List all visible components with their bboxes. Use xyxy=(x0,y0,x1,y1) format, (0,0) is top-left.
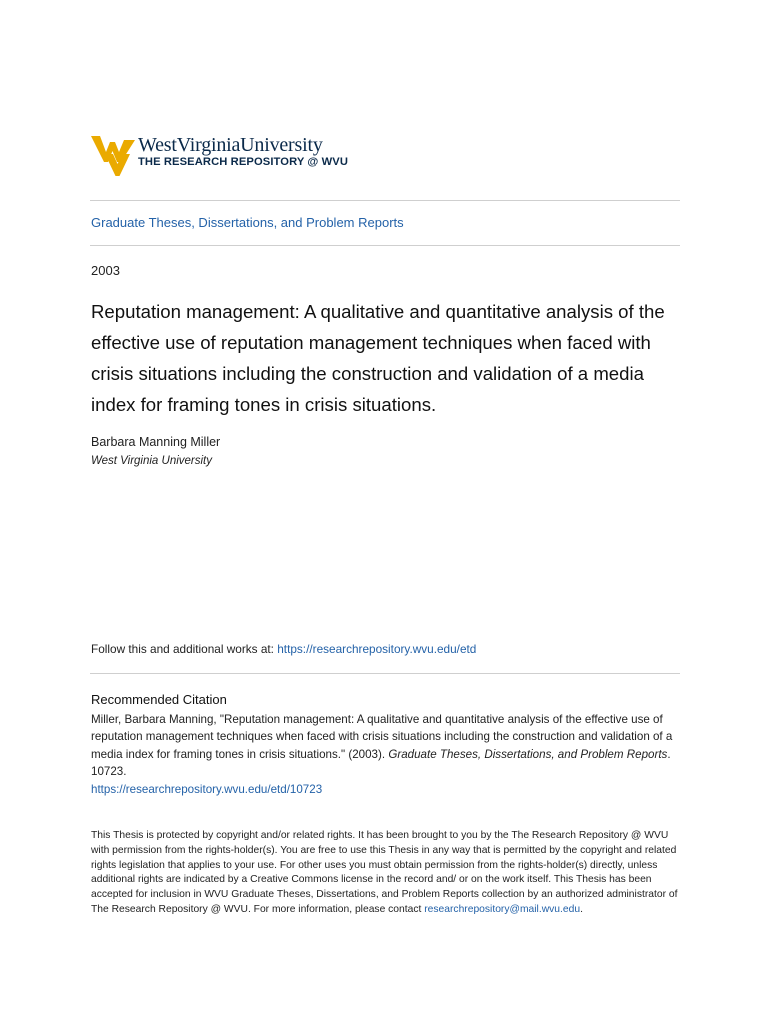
follow-line xyxy=(91,642,476,656)
thesis-title: Reputation management: A qualitative and quantitative analysis of the effective use of reputation management techniques when faced with crisis situations including the construction and validation of a media index for framing tones in crisis situations. xyxy=(91,301,665,415)
notice-end: . xyxy=(580,903,583,915)
wvu-logo[interactable] xyxy=(91,130,391,178)
contact-email-link[interactable]: researchrepository@mail.wvu.edu xyxy=(424,903,581,915)
citation-link[interactable]: https://researchrepository.wvu.edu/etd/10723 xyxy=(91,782,323,796)
logo-subtitle: THE RESEARCH REPOSITORY @ WVU xyxy=(138,156,349,168)
author-institution: West Virginia University xyxy=(91,455,213,467)
citation-series: Graduate Theses, Dissertations, and Problem Reports xyxy=(388,747,668,761)
citation-heading: Recommended Citation xyxy=(91,692,227,707)
divider-citation xyxy=(90,673,680,674)
citation-body xyxy=(91,711,681,798)
author-name: Barbara Manning Miller xyxy=(91,435,221,449)
divider-top xyxy=(90,200,680,201)
rights-notice xyxy=(91,829,681,918)
logo-name: WestVirginiaUniversity xyxy=(138,134,323,156)
series-link[interactable]: Graduate Theses, Dissertations, and Problem Reports xyxy=(91,215,404,230)
wvu-flying-wv-icon xyxy=(91,132,137,176)
follow-label: Follow this and additional works at: xyxy=(91,642,274,656)
notice-text: This Thesis is protected by copyright and/or related rights. It has been brought to you by the The Research Repository @ WVU with permission from the rights-holder(s). You are free to use this Thesis in any way that is permitted by the copyright and related rights legislation that applies to your use. For other uses you must obtain permission from the rights-holder(s) directly, unless additional rights are indicated by a Creative Commons license in the record and/ or on the work itself. This Thesis has been accepted for inclusion in WVU Graduate Theses, Dissertations, and Problem Reports collection by an authorized administrator of The Research Repository @ WVU. For more information, please contact xyxy=(91,830,678,915)
divider-series xyxy=(90,245,680,246)
citation-text: Miller, Barbara Manning, "Reputation management: A qualitative and quantitative analysis of the effective use of reputation management techniques when faced with crisis situations including the construction and validation of a media index for framing tones in crisis situations." (2003). xyxy=(91,713,673,761)
publication-year: 2003 xyxy=(91,263,120,278)
follow-link[interactable]: https://researchrepository.wvu.edu/etd xyxy=(277,642,477,656)
citation-number: . 10723. xyxy=(91,747,671,779)
